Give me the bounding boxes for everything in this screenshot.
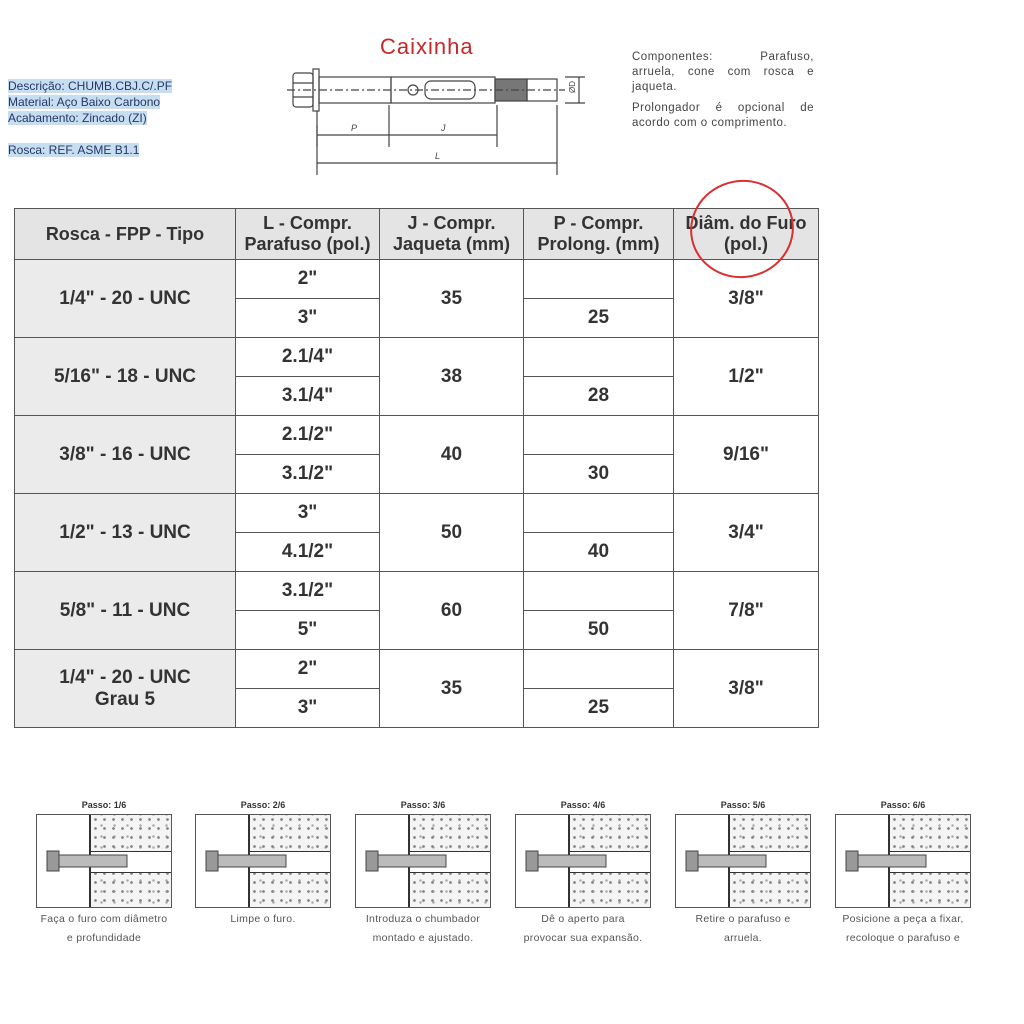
cell-thread-type: 1/4" - 20 - UNC Grau 5 (15, 650, 236, 728)
cell-thread-type: 3/8" - 16 - UNC (15, 416, 236, 494)
step-illustration (835, 814, 971, 908)
spec-rosca: Rosca: REF. ASME B1.1 (8, 143, 140, 157)
cell-extender-length: 40 (524, 533, 674, 572)
cell-bolt-length: 3.1/2" (236, 455, 380, 494)
cell-extender-empty (524, 650, 674, 689)
table-row (15, 572, 819, 611)
table-row (15, 494, 819, 533)
cell-jacket-length: 38 (380, 338, 524, 416)
step-caption: Dê o aperto para provocar sua expansão. (523, 913, 643, 944)
step-title: Passo: 5/6 (720, 800, 766, 810)
step-illustration (355, 814, 491, 908)
cell-bolt-length: 3" (236, 494, 380, 533)
cell-jacket-length: 60 (380, 572, 524, 650)
cell-extender-empty (524, 260, 674, 299)
cell-bolt-length: 2" (236, 650, 380, 689)
col-header-l: L - Compr. Parafuso (pol.) (236, 209, 380, 260)
cell-bolt-length: 3" (236, 689, 380, 728)
step-drawing (836, 815, 970, 907)
install-step-2 (193, 800, 333, 929)
step-title: Passo: 6/6 (880, 800, 926, 810)
install-step-5 (673, 800, 813, 948)
cell-hole-diameter: 9/16" (674, 416, 819, 494)
step-caption: Faça o furo com diâmetro e profundidade (40, 913, 168, 944)
table-row (15, 650, 819, 689)
cell-bolt-length: 4.1/2" (236, 533, 380, 572)
step-caption: Introduza o chumbador montado e ajustado. (365, 913, 481, 944)
label-j: J (441, 123, 446, 133)
cell-jacket-length: 40 (380, 416, 524, 494)
step-title: Passo: 1/6 (81, 800, 127, 810)
cell-bolt-length: 2" (236, 260, 380, 299)
col-header-d: Diâm. do Furo (pol.) (674, 209, 819, 260)
cell-hole-diameter: 1/2" (674, 338, 819, 416)
step-illustration (36, 814, 172, 908)
install-step-6 (833, 800, 973, 948)
cell-extender-empty (524, 416, 674, 455)
step-title: Passo: 4/6 (560, 800, 606, 810)
cell-hole-diameter: 3/8" (674, 650, 819, 728)
cell-jacket-length: 35 (380, 260, 524, 338)
table-row (15, 338, 819, 377)
cell-extender-empty (524, 338, 674, 377)
cell-thread-type: 1/2" - 13 - UNC (15, 494, 236, 572)
cell-thread-type: 5/16" - 18 - UNC (15, 338, 236, 416)
label-od: ØD (568, 81, 577, 93)
dimensions-table (14, 208, 819, 728)
cell-extender-empty (524, 494, 674, 533)
components-text: Componentes: Parafuso, arruela, cone com rosca e jaqueta. (632, 51, 814, 93)
step-drawing (676, 815, 810, 907)
table-row (15, 416, 819, 455)
cell-thread-type: 5/8" - 11 - UNC (15, 572, 236, 650)
cell-extender-empty (524, 572, 674, 611)
spec-material: Material: Aço Baixo Carbono (8, 95, 161, 109)
cell-jacket-length: 50 (380, 494, 524, 572)
cell-bolt-length: 3.1/2" (236, 572, 380, 611)
step-caption: Retire o parafuso e arruela. (695, 913, 791, 944)
cell-bolt-length: 5" (236, 611, 380, 650)
step-title: Passo: 2/6 (240, 800, 286, 810)
cell-bolt-length: 2.1/4" (236, 338, 380, 377)
cell-extender-length: 28 (524, 377, 674, 416)
step-illustration (195, 814, 331, 908)
label-l: L (435, 151, 441, 161)
label-p: P (351, 123, 358, 133)
step-illustration (515, 814, 651, 908)
step-drawing (516, 815, 650, 907)
cell-extender-length: 25 (524, 299, 674, 338)
cell-extender-length: 50 (524, 611, 674, 650)
col-header-p: P - Compr. Prolong. (mm) (524, 209, 674, 260)
cell-bolt-length: 3.1/4" (236, 377, 380, 416)
extender-text: Prolongador é opcional de acordo com o comprimento. (632, 102, 814, 129)
col-header-type: Rosca - FPP - Tipo (15, 209, 236, 260)
step-drawing (37, 815, 171, 907)
spec-descricao: Descrição: CHUMB.CBJ.C/.PF (8, 79, 173, 93)
col-header-j: J - Compr. Jaqueta (mm) (380, 209, 524, 260)
step-caption: Limpe o furo. (230, 913, 296, 925)
page-title: Caixinha (380, 34, 474, 59)
cell-extender-length: 25 (524, 689, 674, 728)
cell-bolt-length: 2.1/2" (236, 416, 380, 455)
cell-thread-type: 1/4" - 20 - UNC (15, 260, 236, 338)
cell-extender-length: 30 (524, 455, 674, 494)
cell-hole-diameter: 3/8" (674, 260, 819, 338)
anchor-drawing (285, 55, 595, 175)
cell-hole-diameter: 7/8" (674, 572, 819, 650)
step-drawing (196, 815, 330, 907)
spec-acabamento: Acabamento: Zincado (ZI) (8, 111, 147, 125)
cell-jacket-length: 35 (380, 650, 524, 728)
table-row (15, 260, 819, 299)
step-caption: Posicione a peça a fixar, recoloque o parafuso e (842, 913, 964, 944)
cell-bolt-length: 3" (236, 299, 380, 338)
install-step-4 (513, 800, 653, 948)
step-drawing (356, 815, 490, 907)
step-title: Passo: 3/6 (400, 800, 446, 810)
install-step-3 (353, 800, 493, 948)
components-note (632, 50, 814, 137)
cell-hole-diameter: 3/4" (674, 494, 819, 572)
step-illustration (675, 814, 811, 908)
install-step-1 (34, 800, 174, 948)
spec-block (8, 78, 172, 158)
